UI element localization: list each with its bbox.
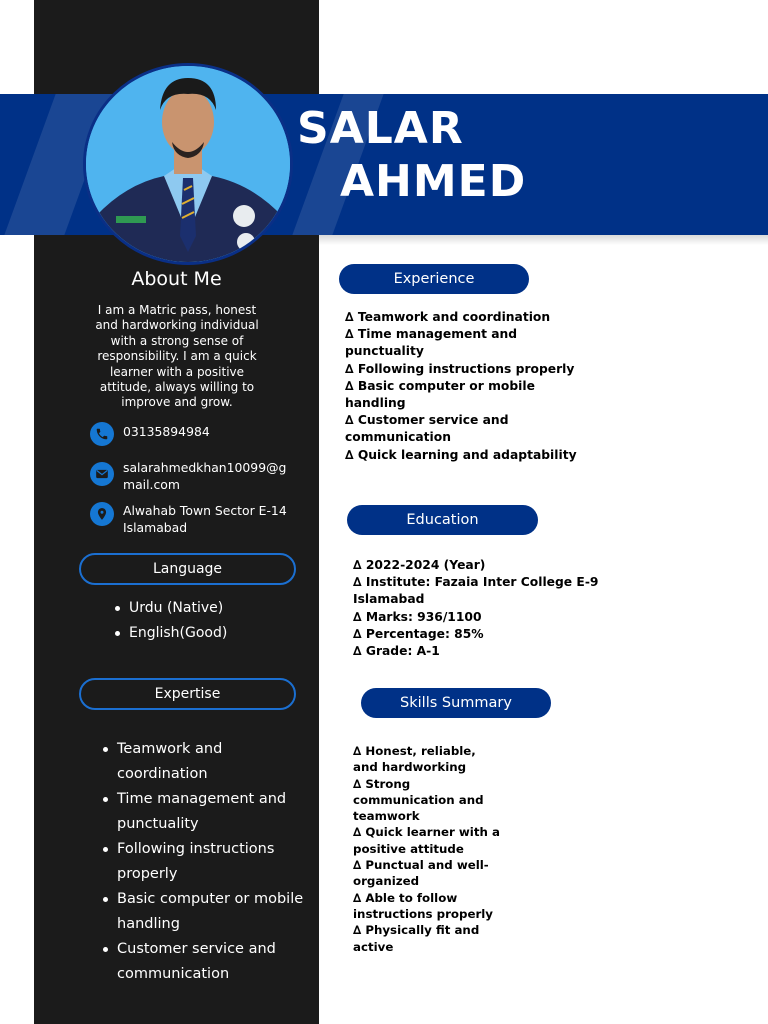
list-item: ∆ Punctual and well-organized <box>353 858 489 889</box>
contact-address <box>90 502 293 536</box>
home-address: Alwahab Town Sector E-14 Islamabad <box>123 503 287 535</box>
list-item: ∆ 2022-2024 (Year) <box>353 558 486 572</box>
list-item: ∆ Grade: A-1 <box>353 644 440 659</box>
phone-number[interactable]: 03135894984 <box>123 424 210 439</box>
list-item: ∆ Basic computer or mobile handling <box>345 378 535 411</box>
list-item: ∆ Quick learning and adaptability <box>345 447 577 462</box>
list-item: ∆ Able to follow instructions properly <box>353 890 493 921</box>
list-item: ∆ Marks: 936/1100 <box>353 609 482 624</box>
list-item: ∆ Following instructions properly <box>345 361 575 376</box>
email-address[interactable]: salarahmedkhan10099@gmail.com <box>123 460 287 492</box>
phone-icon <box>90 422 114 446</box>
profile-photo <box>83 63 293 265</box>
language-heading: Language <box>79 553 296 585</box>
list-item: Urdu (Native) <box>113 596 227 621</box>
list-item: Customer service and communication <box>101 937 306 987</box>
banner-shadow <box>319 235 768 245</box>
education-heading: Education <box>347 505 538 535</box>
expertise-list <box>101 737 306 987</box>
list-item: ∆ Customer service and communication <box>345 413 509 445</box>
last-name: AHMED <box>340 156 527 207</box>
contact-phone <box>90 422 293 446</box>
contact-email <box>90 459 293 493</box>
education-list <box>353 557 613 660</box>
list-item: Following instructions properly <box>101 837 306 887</box>
list-item: ∆ Time management and punctuality <box>345 327 518 359</box>
list-item: ∆ Honest, reliable, and hardworking <box>353 744 476 775</box>
about-me-heading: About Me <box>131 268 222 290</box>
list-item: English(Good) <box>113 621 227 646</box>
language-list <box>113 596 227 646</box>
first-name: SALAR <box>297 103 464 154</box>
list-item: ∆ Strong communication and teamwork <box>353 776 484 824</box>
about-me-text: I am a Matric pass, honest and hardworking individual with a strong sense of responsibility. I am a quick learner with a positive attitude, always willing to improve and grow. <box>95 303 259 410</box>
list-item: ∆ Physically fit and active <box>353 923 480 954</box>
skills-list <box>353 743 503 955</box>
email-icon <box>90 462 114 486</box>
experience-list <box>345 309 580 464</box>
list-item: Basic computer or mobile handling <box>101 887 306 937</box>
list-item: Time management and punctuality <box>101 787 306 837</box>
list-item: ∆ Teamwork and coordination <box>345 310 551 324</box>
list-item: ∆ Quick learner with a positive attitude <box>353 825 500 856</box>
list-item: ∆ Institute: Fazaia Inter College E-9 Islamabad <box>353 575 599 607</box>
experience-heading: Experience <box>339 264 529 294</box>
list-item: ∆ Percentage: 85% <box>353 626 484 641</box>
location-pin-icon <box>90 502 114 526</box>
list-item: Teamwork and coordination <box>101 737 306 787</box>
expertise-heading: Expertise <box>79 678 296 710</box>
skills-summary-heading: Skills Summary <box>361 688 551 718</box>
